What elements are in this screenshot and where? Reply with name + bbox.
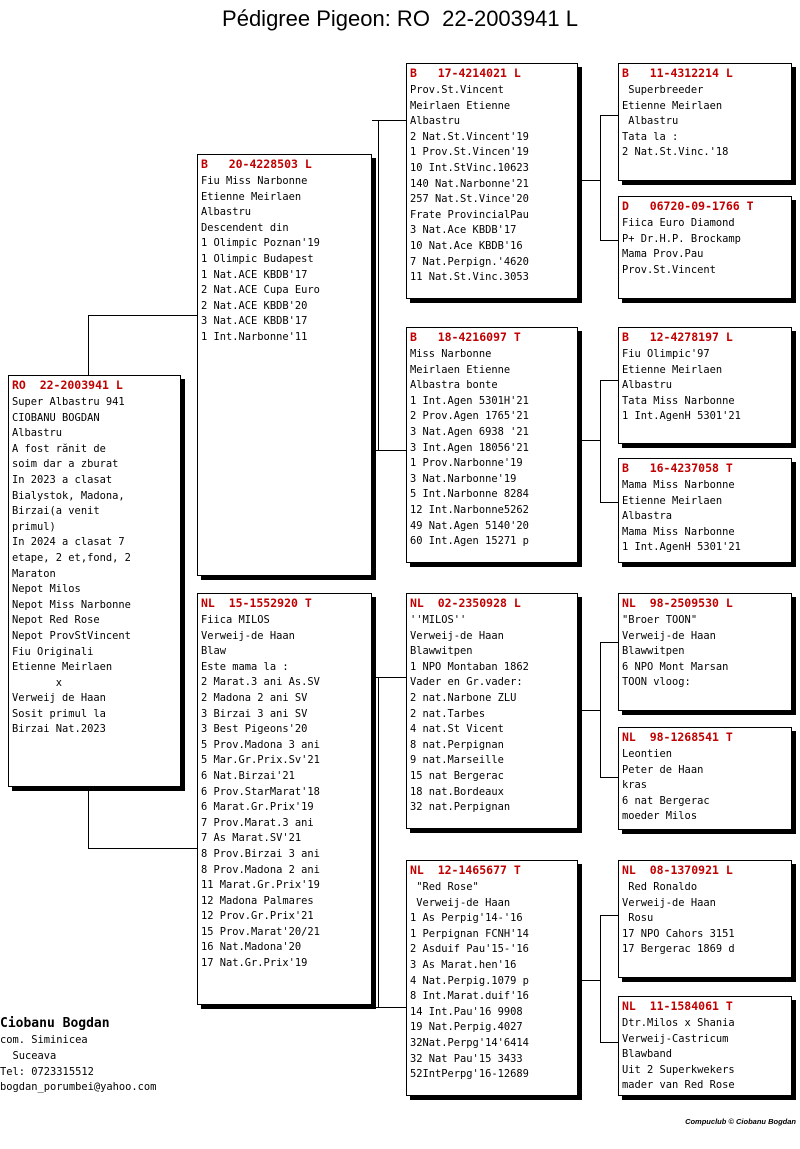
pedigree-line: Etienne Meirlaen: [12, 661, 113, 674]
pedigree-line: 60 Int.Agen 15271 p: [410, 535, 529, 548]
pedigree-line: Verweij-de Haan: [410, 629, 504, 642]
pedigree-line: Fiu Olimpic'97: [622, 348, 710, 360]
pedigree-line: Superbreeder: [622, 84, 704, 96]
pedigree-line: Etienne Meirlaen: [622, 494, 723, 507]
pedigree-line: ''MILOS'': [410, 614, 467, 626]
pedigree-line: 32 Nat Pau'15 3433: [410, 1052, 523, 1065]
pedigree-line: Albastru: [622, 379, 673, 392]
pedigree-line: Leontien: [622, 748, 673, 760]
pedigree-line: 3 Nat.Ace KBDB'17: [410, 224, 517, 237]
pedigree-line: primul): [12, 520, 56, 533]
pedigree-line: Rosu: [622, 912, 654, 925]
pedigree-line: Albastru: [410, 115, 461, 128]
pedigree-line: 2 Nat.ACE Cupa Euro: [201, 284, 320, 297]
connector-line: [600, 915, 620, 916]
pedigree-line: Albastru: [622, 115, 679, 128]
pedigree-line: 11 Nat.St.Vinc.3053: [410, 271, 529, 284]
pedigree-line: 17 Nat.Gr.Prix'19: [201, 957, 308, 970]
pedigree-box-sire-sire: [406, 63, 578, 299]
pedigree-line: 3 Birzai 3 ani SV: [201, 707, 308, 720]
pedigree-line: Dtr.Milos x Shania: [622, 1017, 735, 1029]
pedigree-line: Este mama la :: [201, 660, 289, 673]
ring-number: RO 22-2003941 L: [12, 378, 123, 392]
owner-address-line: Suceava: [0, 1049, 57, 1062]
ring-number: B 20-4228503 L: [201, 157, 312, 171]
pedigree-line: 32 nat.Perpignan: [410, 801, 511, 814]
connector-line: [378, 677, 379, 1007]
pedigree-line: In 2024 a clasat 7: [12, 536, 125, 549]
pedigree-line: 2 Nat.St.Vincent'19: [410, 130, 529, 143]
pedigree-line: 11 Marat.Gr.Prix'19: [201, 879, 320, 892]
pedigree-line: 17 Bergerac 1869 d: [622, 943, 735, 956]
pedigree-line: 6 NPO Mont Marsan: [622, 660, 729, 673]
pedigree-line: 1 Int.Narbonne'11: [201, 330, 308, 343]
owner-email: bogdan_porumbei@yahoo.com: [0, 1081, 157, 1094]
pedigree-line: 17 NPO Cahors 3151: [622, 927, 735, 940]
connector-line: [372, 450, 408, 451]
pedigree-line: Albastra bonte: [410, 379, 498, 392]
pedigree-line: "Red Rose": [410, 881, 479, 893]
pedigree-line: TOON vloog:: [622, 676, 691, 689]
pedigree-line: 2 Marat.3 ani As.SV: [201, 676, 320, 689]
pedigree-line: 1 Int.Agen 5301H'21: [410, 394, 529, 407]
pedigree-line: Miss Narbonne: [410, 348, 492, 360]
pedigree-line: CIOBANU BOGDAN: [12, 411, 100, 424]
pedigree-line: "Broer TOON": [622, 614, 698, 626]
pedigree-line: 8 Prov.Madona 2 ani: [201, 863, 320, 876]
connector-line: [372, 120, 408, 121]
ring-number: B 16-4237058 T: [622, 461, 733, 475]
connector-line: [372, 1007, 408, 1008]
pedigree-line: 32Nat.Perpg'14'6414: [410, 1036, 529, 1049]
owner-block: [0, 1015, 156, 1096]
connector-line: [600, 642, 601, 777]
pedigree-line: Blawband: [622, 1048, 673, 1061]
pedigree-line: 1 Nat.ACE KBDB'17: [201, 268, 308, 281]
pedigree-line: 3 As Marat.hen'16: [410, 958, 517, 971]
pedigree-line: Etienne Meirlaen: [622, 99, 723, 112]
pedigree-line: 1 Int.AgenH 5301'21: [622, 541, 741, 554]
pedigree-line: Nepot Miss Narbonne: [12, 598, 131, 611]
pedigree-line: Tata Miss Narbonne: [622, 394, 735, 407]
pedigree-line: Mama Prov.Pau: [622, 248, 704, 261]
pedigree-line: 12 Madona Palmares: [201, 894, 314, 907]
pedigree-line: 5 Mar.Gr.Prix.Sv'21: [201, 754, 320, 767]
pedigree-box-sd-dam: [618, 458, 792, 563]
pedigree-line: 1 As Perpig'14-'16: [410, 912, 523, 925]
connector-line: [600, 380, 601, 502]
ring-number: NL 98-2509530 L: [622, 596, 733, 610]
connector-line: [600, 115, 620, 116]
pedigree-line: Etienne Meirlaen: [201, 190, 302, 203]
ring-number: B 17-4214021 L: [410, 66, 521, 80]
pedigree-box-dd-dam: [618, 996, 792, 1096]
pedigree-line: 15 nat Bergerac: [410, 769, 504, 782]
pedigree-line: Blaw: [201, 645, 227, 658]
pedigree-line: 8 nat.Perpignan: [410, 738, 504, 751]
pedigree-line: Verweij de Haan: [12, 692, 106, 705]
pedigree-line: Peter de Haan: [622, 763, 704, 776]
pedigree-line: 2 Madona 2 ani SV: [201, 691, 308, 704]
pedigree-line: 2 Asduif Pau'15-'16: [410, 943, 529, 956]
pedigree-line: Verweij-de Haan: [622, 896, 716, 909]
pedigree-line: 49 Nat.Agen 5140'20: [410, 519, 529, 532]
pedigree-line: Prov.St.Vincent: [622, 263, 716, 276]
pedigree-line: Birzai(a venit: [12, 505, 100, 518]
pedigree-line: 2 nat.Tarbes: [410, 707, 486, 720]
connector-line: [600, 115, 601, 240]
pedigree-line: 12 Prov.Gr.Prix'21: [201, 910, 314, 923]
pedigree-line: Tata la :: [622, 130, 679, 143]
owner-phone: Tel: 0723315512: [0, 1065, 94, 1078]
pedigree-line: 6 Nat.Birzai'21: [201, 769, 295, 782]
pedigree-line: 10 Int.StVinc.10623: [410, 161, 529, 174]
pedigree-line: Nepot Red Rose: [12, 614, 100, 627]
connector-line: [600, 502, 620, 503]
pedigree-line: Verweij-de Haan: [201, 629, 295, 642]
pedigree-line: 1 Perpignan FCNH'14: [410, 927, 529, 940]
pedigree-line: 1 Int.AgenH 5301'21: [622, 410, 741, 423]
pedigree-line: 257 Nat.St.Vince'20: [410, 193, 529, 206]
owner-address-line: com. Siminicea: [0, 1034, 88, 1046]
pedigree-box-dam-dam: [406, 860, 578, 1096]
pedigree-line: kras: [622, 779, 648, 792]
pedigree-line: Nepot ProvStVincent: [12, 629, 131, 642]
pedigree-line: Red Ronaldo: [622, 881, 698, 893]
pedigree-line: Prov.St.Vincent: [410, 84, 504, 96]
pedigree-line: 1 Prov.St.Vincen'19: [410, 146, 529, 159]
pedigree-line: Birzai Nat.2023: [12, 723, 106, 736]
pedigree-line: Descendent din: [201, 221, 289, 234]
pedigree-line: 12 Int.Narbonne5262: [410, 503, 529, 516]
pedigree-box-dd-sire: [618, 860, 792, 978]
pedigree-line: 10 Nat.Ace KBDB'16: [410, 239, 523, 252]
connector-line: [378, 120, 379, 450]
pedigree-line: 1 Prov.Narbonne'19: [410, 457, 523, 470]
pedigree-line: 8 Prov.Birzai 3 ani: [201, 847, 320, 860]
ring-number: NL 98-1268541 T: [622, 730, 733, 744]
ring-number: B 18-4216097 T: [410, 330, 521, 344]
ring-number: NL 02-2350928 L: [410, 596, 521, 610]
pedigree-line: 1 Olimpic Budapest: [201, 252, 314, 265]
pedigree-line: 6 Prov.StarMarat'18: [201, 785, 320, 798]
pedigree-line: Etienne Meirlaen: [622, 363, 723, 376]
pedigree-line: 19 Nat.Perpig.4027: [410, 1021, 523, 1034]
pedigree-line: 2 Nat.St.Vinc.'18: [622, 146, 729, 159]
pedigree-line: 2 Prov.Agen 1765'21: [410, 410, 529, 423]
pedigree-box-sire: [197, 154, 372, 576]
pedigree-line: 2 Nat.ACE KBDB'20: [201, 299, 308, 312]
pedigree-line: Bialystok, Madona,: [12, 489, 125, 502]
page-title: Pédigree Pigeon: RO 22-2003941 L: [222, 6, 578, 31]
pedigree-line: 16 Nat.Madona'20: [201, 941, 302, 954]
pedigree-line: Fiu Miss Narbonne: [201, 175, 308, 187]
pedigree-line: Blawwitpen: [622, 645, 685, 658]
connector-line: [600, 240, 620, 241]
ring-number: NL 08-1370921 L: [622, 863, 733, 877]
ring-number: D 06720-09-1766 T: [622, 199, 754, 213]
ring-number: B 12-4278197 L: [622, 330, 733, 344]
pedigree-line: 4 nat.St Vicent: [410, 723, 504, 736]
connector-line: [578, 440, 600, 441]
pedigree-line: Meirlaen Etienne: [410, 363, 511, 376]
pedigree-line: Verweij-de Haan: [410, 896, 511, 909]
pedigree-line: 3 Nat.ACE KBDB'17: [201, 315, 308, 328]
pedigree-line: Maraton: [12, 567, 56, 580]
pedigree-box-ss-sire: [618, 63, 792, 181]
connector-line: [578, 180, 600, 181]
pedigree-line: x: [12, 676, 63, 689]
connector-line: [372, 677, 408, 678]
connector-line: [600, 915, 601, 1042]
pedigree-line: etape, 2 et,fond, 2: [12, 551, 131, 564]
pedigree-line: 7 As Marat.SV'21: [201, 832, 302, 845]
connector-line: [600, 380, 620, 381]
pedigree-line: 18 nat.Bordeaux: [410, 785, 504, 798]
pedigree-line: Nepot Milos: [12, 583, 81, 596]
pedigree-line: moeder Milos: [622, 810, 698, 823]
pedigree-line: 4 Nat.Perpig.1079 p: [410, 974, 529, 987]
pedigree-line: Vader en Gr.vader:: [410, 676, 523, 689]
pedigree-line: 15 Prov.Marat'20/21: [201, 925, 320, 938]
pedigree-line: Fiu Originali: [12, 645, 94, 658]
pedigree-line: Verweij-Castricum: [622, 1032, 729, 1045]
pedigree-box-dam: [197, 593, 372, 1005]
pedigree-line: mader van Red Rose: [622, 1079, 735, 1092]
ring-number: NL 15-1552920 T: [201, 596, 312, 610]
pedigree-line: Super Albastru 941: [12, 396, 125, 408]
owner-name: Ciobanu Bogdan: [0, 1016, 110, 1031]
pedigree-line: In 2023 a clasat: [12, 473, 113, 486]
pedigree-box-dam-sire: [406, 593, 578, 829]
pedigree-box-sire-dam: [406, 327, 578, 563]
pedigree-line: Fiica Euro Diamond: [622, 217, 735, 229]
footer-credit: Compuclub © Ciobanu Bogdan: [685, 1117, 796, 1126]
pedigree-box-ds-sire: [618, 593, 792, 711]
pedigree-line: Uit 2 Superkwekers: [622, 1063, 735, 1076]
pedigree-box-ds-dam: [618, 727, 792, 830]
pedigree-line: 7 Prov.Marat.3 ani: [201, 816, 314, 829]
connector-line: [600, 1042, 620, 1043]
pedigree-line: Albastra: [622, 510, 673, 523]
pedigree-line: 3 Nat.Narbonne'19: [410, 472, 517, 485]
pedigree-line: Blawwitpen: [410, 645, 473, 658]
pedigree-line: 1 NPO Montaban 1862: [410, 660, 529, 673]
pedigree-line: 3 Best Pigeons'20: [201, 723, 308, 736]
connector-line: [578, 710, 600, 711]
pedigree-line: A fost rănit de: [12, 442, 106, 455]
pedigree-line: Mama Miss Narbonne: [622, 479, 735, 491]
connector-line: [600, 777, 620, 778]
pedigree-line: Verweij-de Haan: [622, 629, 716, 642]
pedigree-line: 14 Int.Pau'16 9908: [410, 1005, 523, 1018]
pedigree-line: 8 Int.Marat.duif'16: [410, 990, 529, 1003]
connector-line: [88, 848, 200, 849]
pedigree-line: Albastru: [12, 427, 63, 440]
pedigree-line: Meirlaen Etienne: [410, 99, 511, 112]
pedigree-line: 1 Olimpic Poznan'19: [201, 237, 320, 250]
pedigree-line: 140 Nat.Narbonne'21: [410, 177, 529, 190]
connector-line: [578, 980, 600, 981]
ring-number: B 11-4312214 L: [622, 66, 733, 80]
pedigree-line: soim dar a zburat: [12, 458, 119, 471]
pedigree-line: 52IntPerpg'16-12689: [410, 1068, 529, 1081]
pedigree-line: 3 Nat.Agen 6938 '21: [410, 425, 529, 438]
pedigree-box-subject: [8, 375, 181, 787]
pedigree-line: 9 nat.Marseille: [410, 754, 504, 767]
ring-number: NL 12-1465677 T: [410, 863, 521, 877]
pedigree-line: 3 Int.Agen 18056'21: [410, 441, 529, 454]
pedigree-line: P+ Dr.H.P. Brockamp: [622, 232, 741, 245]
connector-line: [88, 315, 200, 316]
ring-number: NL 11-1584061 T: [622, 999, 733, 1013]
pedigree-line: Mama Miss Narbonne: [622, 525, 735, 538]
pedigree-line: 5 Int.Narbonne 8284: [410, 488, 529, 501]
pedigree-box-ss-dam: [618, 196, 792, 299]
pedigree-line: 6 Marat.Gr.Prix'19: [201, 801, 314, 814]
pedigree-line: Frate ProvincialPau: [410, 208, 529, 221]
pedigree-line: Sosit primul la: [12, 707, 106, 720]
pedigree-line: 5 Prov.Madona 3 ani: [201, 738, 320, 751]
pedigree-box-sd-sire: [618, 327, 792, 444]
pedigree-line: Fiica MILOS: [201, 614, 270, 626]
pedigree-line: 6 nat Bergerac: [622, 794, 710, 807]
pedigree-line: 7 Nat.Perpign.'4620: [410, 255, 529, 268]
connector-line: [600, 642, 620, 643]
pedigree-line: 2 nat.Narbone ZLU: [410, 691, 517, 704]
pedigree-line: Albastru: [201, 206, 252, 219]
